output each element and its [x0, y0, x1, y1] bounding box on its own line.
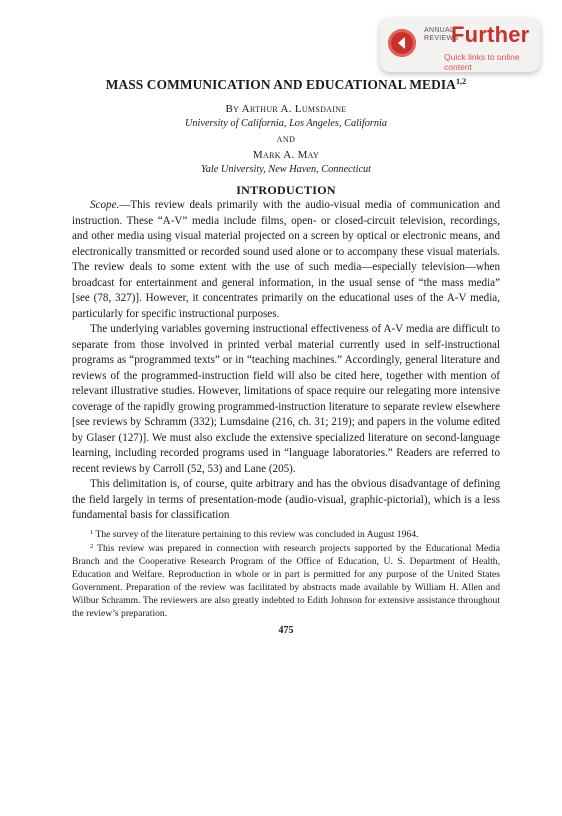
footnotes — [72, 528, 500, 620]
article-title: MASS COMMUNICATION AND EDUCATIONAL MEDIA$^{1,2}$ — [105, 77, 467, 92]
footnote-2: $^2$ This review was prepared in connection with research projects supported by the Educational Media Branch and the Cooperative Research Program of the Office of Education, U. S. Department of Health, Education and Welfare. Reproduction in whole or in part is permitted for any purpose of the United States Government. Preparation of the review was facilitated by abstracts made available by William H. Allen and Wilbur Schramm. The reviewers are also greatly indebted to Edith Johnson for extensive assistance throughout the review’s preparation. — [72, 542, 500, 619]
paragraph-delimitation: This delimitation is, of course, quite arbitrary and has the obvious disadvantage of defining the field largely in terms of presentation-mode (audio-visual, graphic-pictorial), which is a less fundamental basis for classification — [72, 478, 500, 521]
annual-reviews-wordmark: ANNUAL REVIEWS — [424, 27, 459, 42]
title-footnote-marks: 1,2 — [455, 77, 467, 86]
annual-reviews-logo-icon — [388, 29, 416, 57]
further-label: Further — [451, 22, 530, 47]
author-separator: AND — [276, 135, 296, 144]
section-heading: INTRODUCTION — [236, 183, 336, 197]
affiliation-2: Yale University, New Haven, Connecticut — [200, 164, 372, 175]
author-2: Mark A. May — [252, 149, 320, 161]
paragraph-variables: The underlying variables governing instructional effectiveness of A-V media are difficult to separate from those involved in printed verbal material currently used in self-instructional programs as “programmed texts” or in “teaching machines.” Accordingly, general literature and reviews of the programmed-instruction field will also be cited here, together with mention of relevant illustrative studies. However, limitations of space require our relegating more intensive coverage of the rapidly growing programmed-instruction literature to separate review elsewhere [see reviews by Schramm (332); Lumsdaine (216, ch. 31; 219); and papers in the volume edited by Glaser (127)]. We must also exclude the extensive specialized literature on second-language learning, including recorded programs used in “language laboratories.” Readers are referred to recent reviews by Carroll (52, 53) and Lane (205). — [72, 323, 500, 475]
footnote-1: $^1$ The survey of the literature pertaining to this review was concluded in August 1964. — [90, 528, 419, 540]
affiliation-1: University of California, Los Angeles, California — [184, 118, 388, 129]
author-1: By Arthur A. Lumsdaine — [225, 103, 347, 115]
paragraph-lead: Scope. — [90, 199, 120, 211]
annual-reviews-further-badge[interactable] — [380, 18, 540, 72]
quick-links-label[interactable]: Quick links to online content — [444, 52, 520, 72]
page-number: 475 — [278, 624, 294, 636]
article-page — [72, 76, 500, 636]
paragraph-scope: Scope.—This review deals primarily with the audio-visual media of communication and instruction. These “A-V” media include films, open- or closed-circuit television, recordings, and other media using visual material projected on a screen by optical or electronic means, and electronically transmitted or recorded sound used alone or to accompany these visual materials. The review deals to some extent with the use of such media—especially television—when broadcast for entertainment and general information, in the usual sense of “the mass media” [see (78, 327)]. However, it concentrates primarily on the educational uses of the A-V media, particularly for specific instructional purposes. — [72, 199, 500, 320]
